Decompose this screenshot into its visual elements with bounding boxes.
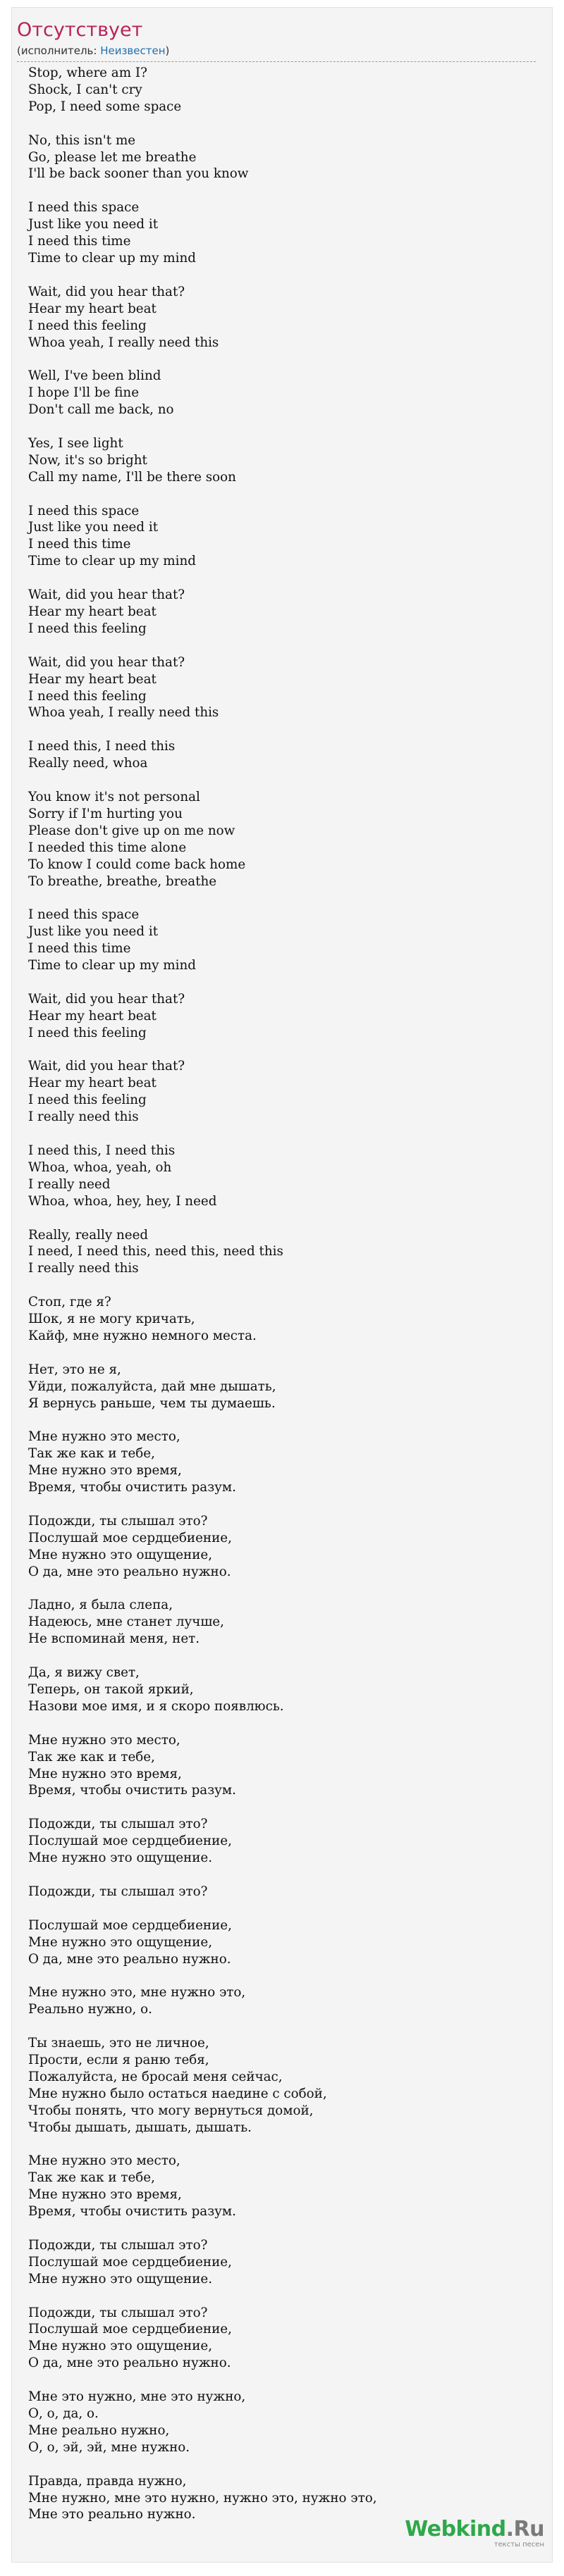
song-title: Отсутствует [17, 19, 143, 41]
logo-tagline: тексты песен [494, 2541, 544, 2549]
logo-brand: Webkind [405, 2517, 506, 2541]
artist-link[interactable]: Неизвестен [100, 44, 166, 57]
song-header [17, 18, 536, 62]
site-logo[interactable] [405, 2519, 544, 2549]
artist-suffix: ) [165, 44, 170, 57]
artist-prefix: (исполнитель: [17, 44, 101, 57]
logo-wordmark [405, 2519, 544, 2540]
artist-line [17, 44, 536, 62]
lyrics-text: Stop, where am I? Shock, I can't cry Pop, I need some space No, this isn't me Go, please let me breathe I'll be back sooner than you know I need this space Just like you need it I need this time Time to clear up my mind Wait, did you hear that? Hear my heart beat I need this feeling Whoa yeah, I really need this Well, I've been blind I hope I'll be fine Don't call me back, no Yes, I see light Now, it's so bright Call my name, I'll be there soon I need this space Just like you need it I need this time Time to clear up my mind Wait, did you hear that? Hear my heart beat I need this feeling Wait, did you hear that? Hear my heart beat I need this feeling Whoa yeah, I really need this I need this, I need this Really need, whoa You know it's not personal Sorry if I'm hurting you Please don't give up on me now I needed this time alone To know I could come back home To breathe, breathe, breathe I need this space Just like you need it I need this time Time to clear up my mind Wait, did you hear that? Hear my heart beat I need this feeling Wait, did you hear that? Hear my heart beat I need this feeling I really need this I need this, I need this Whoa, whoa, yeah, oh I really need Whoa, whoa, hey, hey, I need Really, really need I need, I need this, need this, need this I really need this Стоп, где я? Шок, я не могу кричать, Кайф, мне нужно немного места. Нет, это не я, Уйди, пожалуйста, дай мне дышать, Я вернусь раньше, чем ты думаешь. Мне нужно это место, Так же как и тебе, Мне нужно это время, Время, чтобы очистить разум. Подожди, ты слышал это? Послушай мое сердцебиение, Мне нужно это ощущение, О да, мне это реально нужно. Ладно, я была слепа, Надеюсь, мне станет лучше, Не вспоминай меня, нет. Да, я вижу свет, Теперь, он такой яркий, Назови мое имя, и я скоро появлюсь. Мне нужно это место, Так же как и тебе, Мне нужно это время, Время, чтобы очистить разум. Подожди, ты слышал это? Послушай мое сердцебиение, Мне нужно это ощущение. Подожди, ты слышал это? Послушай мое сердцебиение, Мне нужно это ощущение, О да, мне это реально нужно. Мне нужно это, мне нужно это, Реально нужно, о. Ты знаешь, это не личное, Прости, если я раню тебя, Пожалуйста, не бросай меня сейчас, Мне нужно было остаться наедине с собой, Чтобы понять, что могу вернуться домой, Чтобы дышать, дышать, дышать. Мне нужно это место, Так же как и тебе, Мне нужно это время, Время, чтобы очистить разум. Подожди, ты слышал это? Послушай мое сердцебиение, Мне нужно это ощущение. Подожди, ты слышал это? Послушай мое сердцебиение, Мне нужно это ощущение, О да, мне это реально нужно. Мне это нужно, мне это нужно, О, о, да, о. Мне реально нужно, О, о, эй, эй, мне нужно. Правда, правда нужно, Мне нужно, мне это нужно, нужно это, нужно это, Мне это реально нужно. [28, 66, 377, 2522]
logo-tld: .Ru [505, 2517, 544, 2541]
